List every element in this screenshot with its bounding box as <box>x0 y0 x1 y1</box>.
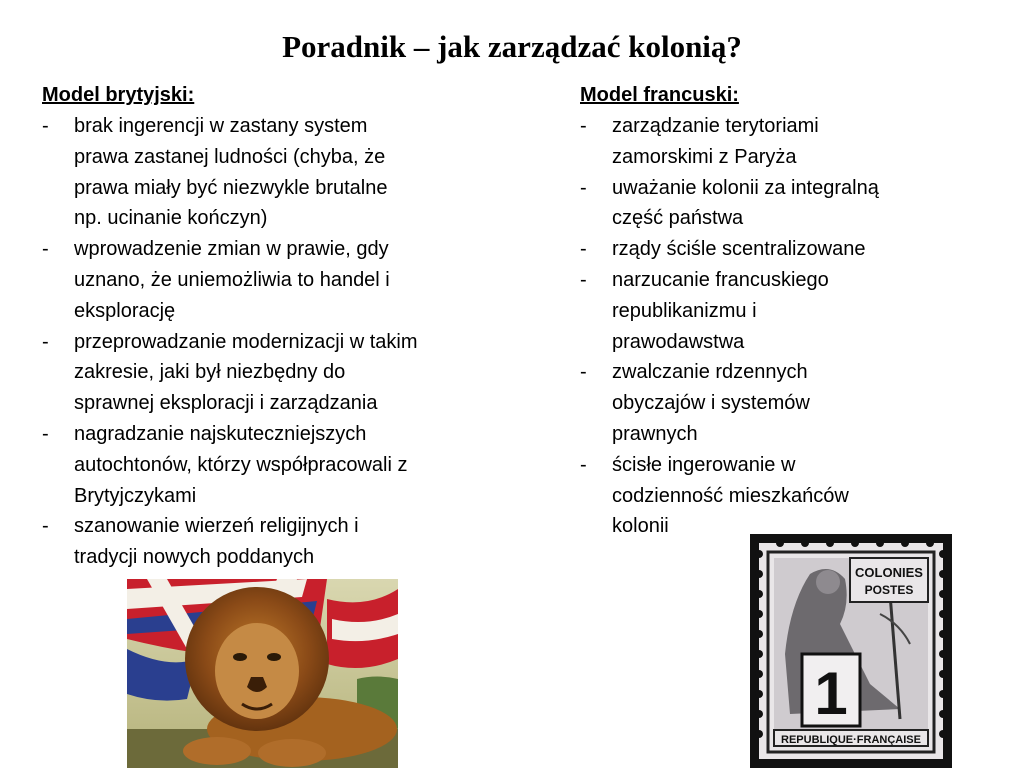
french-model-item <box>580 111 940 173</box>
british-model-item-line: uznano, że uniemożliwia to handel i <box>74 268 390 291</box>
french-model-item <box>580 173 940 235</box>
stamp-republique-label: REPUBLIQUE·FRANÇAISE <box>781 734 921 746</box>
bullet-dash: - <box>580 115 587 137</box>
bullet-dash: - <box>580 238 587 261</box>
british-model-item-line: sprawnej eksploracji i zarządzania <box>74 392 378 415</box>
french-model-item <box>580 234 940 265</box>
british-model-item-line: prawa zastanej ludności (chyba, że <box>74 145 386 168</box>
british-model-heading: Model brytyjski: <box>42 84 195 106</box>
british-model-item <box>42 327 492 419</box>
french-model-item-line: zwalczanie rdzennych <box>612 361 808 384</box>
bullet-dash: - <box>42 115 49 137</box>
stamp-value: 1 <box>814 660 848 727</box>
british-model-item <box>42 111 492 234</box>
british-model-item <box>42 419 492 511</box>
british-model-item-line: autochtonów, którzy współpracowali z <box>74 453 408 476</box>
french-model-item <box>580 357 940 449</box>
bullet-dash: - <box>42 515 49 538</box>
british-model-item-line: eksplorację <box>74 299 176 322</box>
french-model-item-line: obyczajów i systemów <box>612 392 810 415</box>
french-model-item-line: ścisłe ingerowanie w <box>612 453 796 476</box>
french-model-list <box>580 111 940 542</box>
slide-title: Poradnik – jak zarządzać kolonią? <box>282 29 742 64</box>
stamp-postes-label: POSTES <box>864 583 914 597</box>
bullet-dash: - <box>42 422 49 445</box>
british-model-column <box>42 82 492 573</box>
bullet-dash: - <box>580 176 587 199</box>
french-model-item-line: rządy ściśle scentralizowane <box>612 238 866 261</box>
british-model-item-line: wprowadzenie zmian w prawie, gdy <box>74 238 389 261</box>
british-model-item-line: tradycji nowych poddanych <box>74 546 315 569</box>
french-model-item <box>580 265 940 357</box>
british-model-item-line: brak ingerencji w zastany system <box>74 115 368 137</box>
british-model-item-line: np. ucinanie kończyn) <box>74 207 268 230</box>
british-model-item-line: nagradzanie najskuteczniejszych <box>74 422 367 445</box>
british-model-item-line: przeprowadzanie modernizacji w takim <box>74 330 418 353</box>
french-model-item-line: prawnych <box>612 422 698 445</box>
french-model-item-line: zarządzanie terytoriami <box>612 115 819 137</box>
bullet-dash: - <box>42 238 49 261</box>
british-model-item-line: zakresie, jaki był niezbędny do <box>74 361 346 384</box>
french-model-item-line: kolonii <box>612 515 669 538</box>
french-model-item-line: codzienność mieszkańców <box>612 484 849 507</box>
british-model-list <box>42 111 492 573</box>
british-model-item-line: prawa miały być niezwykle brutalne <box>74 176 388 199</box>
french-model-item-line: prawodawstwa <box>612 330 745 353</box>
british-model-item <box>42 511 492 573</box>
stamp-colonies-label: COLONIES <box>855 565 923 580</box>
bullet-dash: - <box>42 330 49 353</box>
french-model-item-line: część państwa <box>612 207 744 230</box>
french-model-item-line: uważanie kolonii za integralną <box>612 176 879 199</box>
french-model-heading: Model francuski: <box>580 84 739 106</box>
bullet-dash: - <box>580 268 587 291</box>
bullet-dash: - <box>580 361 587 384</box>
british-model-item <box>42 234 492 326</box>
french-model-column <box>580 82 940 542</box>
british-model-item-line: szanowanie wierzeń religijnych i <box>74 515 359 538</box>
french-model-item-line: narzucanie francuskiego <box>612 268 829 291</box>
french-model-item-line: zamorskimi z Paryża <box>612 145 797 168</box>
bullet-dash: - <box>580 453 587 476</box>
british-model-item-line: Brytyjczykami <box>74 484 197 507</box>
french-colonies-stamp-image <box>750 534 952 768</box>
british-lion-image <box>127 579 398 768</box>
french-model-item-line: republikanizmu i <box>612 299 757 322</box>
french-model-item <box>580 450 940 542</box>
